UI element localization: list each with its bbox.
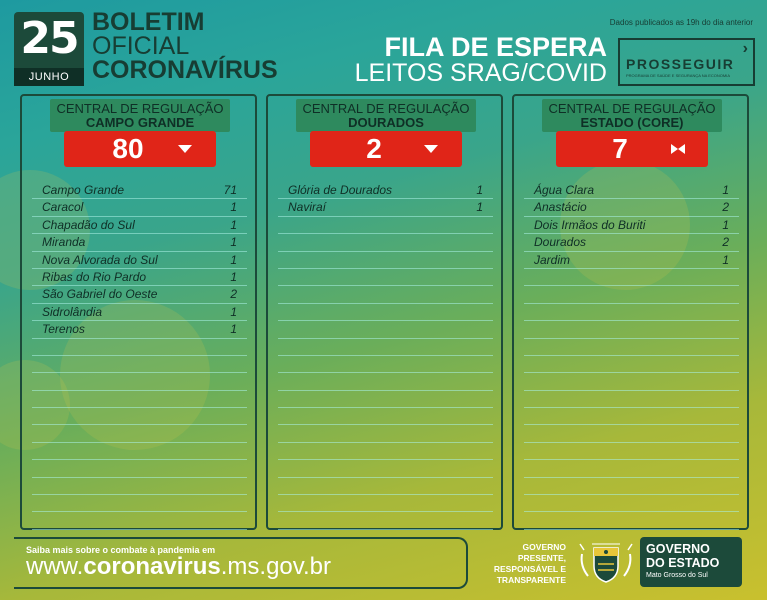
panel-count xyxy=(64,131,216,167)
table-row xyxy=(278,199,493,216)
municipality-name: Jardim xyxy=(534,252,571,267)
empty-row xyxy=(32,373,247,390)
state-coat-of-arms-icon xyxy=(578,540,634,586)
empty-row xyxy=(278,234,493,251)
panel-label-line-1: CENTRAL DE REGULAÇÃO xyxy=(302,101,470,116)
municipality-name: Ribas do Rio Pardo xyxy=(42,269,147,284)
date-month: JUNHO xyxy=(14,68,84,86)
municipality-count: 71 xyxy=(223,183,237,197)
empty-row xyxy=(278,356,493,373)
municipality-count: 1 xyxy=(476,183,483,197)
empty-row xyxy=(278,443,493,460)
empty-row xyxy=(278,495,493,512)
municipality-name: Chapadão do Sul xyxy=(42,217,135,232)
municipality-count: 1 xyxy=(230,269,237,284)
table-row xyxy=(32,217,247,234)
footer-website-box xyxy=(14,537,468,589)
empty-row xyxy=(278,425,493,442)
title-line-1: BOLETIM xyxy=(92,8,205,36)
panel-count-value: 7 xyxy=(612,133,628,164)
municipality-list xyxy=(278,182,493,530)
empty-row xyxy=(278,408,493,425)
table-row xyxy=(524,199,739,216)
municipality-name: Terenos xyxy=(42,322,85,337)
table-row xyxy=(32,234,247,251)
empty-row xyxy=(32,408,247,425)
prosseguir-name: PROSSEGUIR xyxy=(626,56,735,72)
municipality-count: 1 xyxy=(230,304,237,319)
panel-label xyxy=(296,99,476,132)
panel-label xyxy=(542,99,722,132)
panel-estado-core xyxy=(512,94,749,530)
panel-dourados xyxy=(266,94,503,530)
empty-row xyxy=(524,339,739,356)
empty-row xyxy=(32,443,247,460)
published-note: Dados publicados as 19h do dia anterior xyxy=(609,18,753,27)
panel-count-value: 2 xyxy=(366,133,382,164)
empty-row xyxy=(278,252,493,269)
empty-row xyxy=(278,478,493,495)
empty-row xyxy=(278,304,493,321)
table-row xyxy=(32,286,247,303)
date-day: 25 xyxy=(20,13,78,64)
bulletin-title xyxy=(92,10,278,82)
empty-row xyxy=(278,373,493,390)
gov-line-2: DO ESTADO xyxy=(646,556,720,570)
url-prefix: www. xyxy=(26,553,84,580)
empty-row xyxy=(32,356,247,373)
queue-title-line-2: LEITOS SRAG/COVID xyxy=(354,59,607,87)
municipality-name: Naviraí xyxy=(288,200,327,215)
panel-count-value: 80 xyxy=(112,133,144,164)
municipality-count: 1 xyxy=(230,322,237,337)
government-slogan xyxy=(478,542,566,586)
empty-row xyxy=(32,339,247,356)
municipality-count: 1 xyxy=(230,200,237,215)
panel-count xyxy=(310,131,462,167)
municipality-count: 1 xyxy=(722,183,729,197)
municipality-name: Glória de Dourados xyxy=(288,183,393,197)
municipality-name: São Gabriel do Oeste xyxy=(42,287,158,302)
panel-campo-grande xyxy=(20,94,257,530)
empty-row xyxy=(524,373,739,390)
table-row xyxy=(524,252,739,269)
empty-row xyxy=(278,339,493,356)
url-suffix: .ms.gov.br xyxy=(220,553,331,580)
trend-down-icon xyxy=(424,145,438,153)
queue-title xyxy=(355,34,607,86)
empty-row xyxy=(32,460,247,477)
municipality-name: Campo Grande xyxy=(42,183,125,197)
empty-row xyxy=(32,478,247,495)
footer-caption: Saiba mais sobre o combate à pandemia em xyxy=(26,545,216,555)
arrow-icon: › xyxy=(742,40,748,57)
empty-row xyxy=(524,443,739,460)
table-row xyxy=(524,182,739,199)
prosseguir-logo xyxy=(618,38,755,86)
empty-row xyxy=(278,391,493,408)
table-row xyxy=(32,199,247,216)
municipality-count: 2 xyxy=(230,287,237,302)
slogan-line: RESPONSÁVEL E xyxy=(493,564,566,574)
municipality-list xyxy=(32,182,247,530)
government-logo xyxy=(640,537,742,587)
table-row xyxy=(524,217,739,234)
table-row xyxy=(278,182,493,199)
municipality-count: 2 xyxy=(722,235,729,250)
municipality-name: Dourados xyxy=(534,235,587,250)
slogan-line: TRANSPARENTE xyxy=(496,575,566,585)
municipality-name: Água Clara xyxy=(534,183,595,197)
table-row xyxy=(524,234,739,251)
slogan-line: PRESENTE, xyxy=(517,553,566,563)
footer-website-link[interactable] xyxy=(26,553,331,581)
queue-title-line-1: FILA DE ESPERA xyxy=(384,32,607,62)
municipality-name: Miranda xyxy=(42,235,86,250)
empty-row xyxy=(524,391,739,408)
municipality-name: Dois Irmãos do Buriti xyxy=(534,217,646,232)
panel-label xyxy=(50,99,230,132)
empty-row xyxy=(278,286,493,303)
municipality-list xyxy=(524,182,739,530)
panel-label-line-1: CENTRAL DE REGULAÇÃO xyxy=(548,101,716,116)
empty-row xyxy=(524,286,739,303)
empty-row xyxy=(524,478,739,495)
empty-row xyxy=(278,217,493,234)
empty-row xyxy=(524,512,739,529)
trend-stable-icon xyxy=(670,142,686,156)
empty-row xyxy=(524,460,739,477)
table-row xyxy=(32,321,247,338)
municipality-count: 1 xyxy=(230,235,237,250)
empty-row xyxy=(524,408,739,425)
title-line-2: OFICIAL xyxy=(92,32,190,60)
empty-row xyxy=(524,304,739,321)
empty-row xyxy=(32,495,247,512)
trend-down-icon xyxy=(178,145,192,153)
table-row xyxy=(32,269,247,286)
empty-row xyxy=(278,460,493,477)
panel-label-line-2: DOURADOS xyxy=(348,115,424,130)
table-row xyxy=(32,252,247,269)
prosseguir-subtitle: PROGRAMA DE SAÚDE E SEGURANÇA NA ECONOMIA xyxy=(626,73,731,78)
table-row xyxy=(32,304,247,321)
empty-row xyxy=(278,512,493,529)
municipality-count: 1 xyxy=(722,217,729,232)
municipality-count: 2 xyxy=(722,200,729,215)
municipality-count: 1 xyxy=(230,217,237,232)
municipality-name: Nova Alvorada do Sul xyxy=(42,252,158,267)
slogan-line: GOVERNO xyxy=(522,542,566,552)
empty-row xyxy=(524,356,739,373)
gov-line-3: Mato Grosso do Sul xyxy=(646,572,708,579)
date-badge xyxy=(14,12,84,86)
empty-row xyxy=(524,425,739,442)
panel-label-line-2: ESTADO (CORE) xyxy=(580,115,684,130)
panel-count xyxy=(556,131,708,167)
municipality-name: Caracol xyxy=(42,200,84,215)
table-row xyxy=(32,182,247,199)
gov-line-1: GOVERNO xyxy=(646,542,710,556)
empty-row xyxy=(32,391,247,408)
panel-label-line-1: CENTRAL DE REGULAÇÃO xyxy=(56,101,224,116)
municipality-count: 1 xyxy=(722,252,729,267)
municipality-name: Anastácio xyxy=(534,200,587,215)
empty-row xyxy=(32,425,247,442)
municipality-count: 1 xyxy=(230,252,237,267)
empty-row xyxy=(524,269,739,286)
title-line-3: CORONAVÍRUS xyxy=(92,56,278,84)
municipality-name: Sidrolândia xyxy=(42,304,103,319)
empty-row xyxy=(32,512,247,529)
empty-row xyxy=(524,321,739,338)
empty-row xyxy=(278,269,493,286)
municipality-count: 1 xyxy=(476,200,483,215)
panel-label-line-2: CAMPO GRANDE xyxy=(85,115,195,130)
empty-row xyxy=(524,495,739,512)
url-bold: coronavirus xyxy=(83,553,221,580)
empty-row xyxy=(278,321,493,338)
